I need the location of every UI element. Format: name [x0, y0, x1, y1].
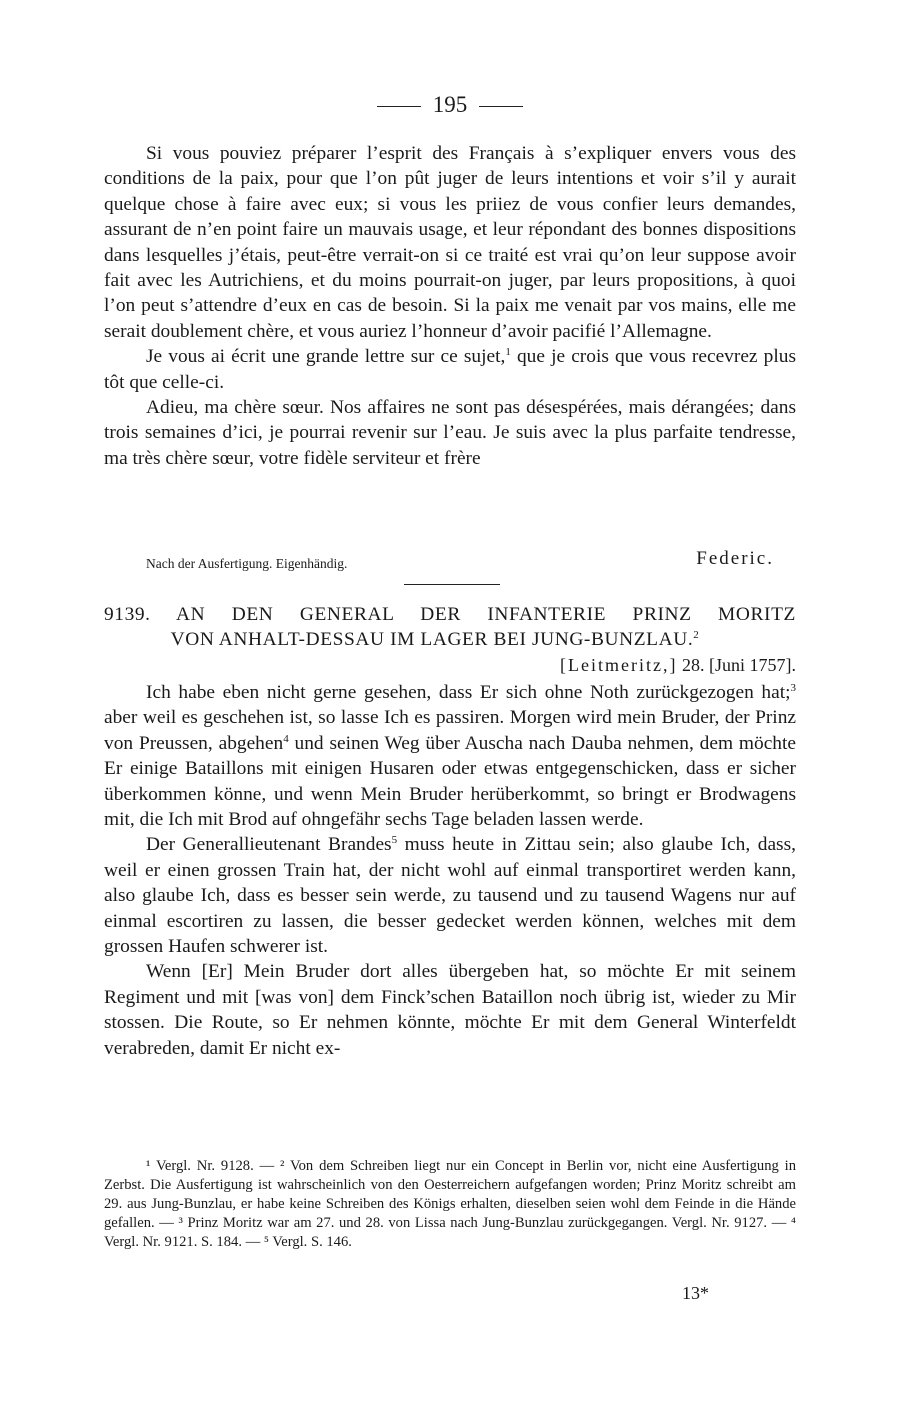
- letter-paragraph: Der Generallieutenant Brandes$^5$ muss heute in Zittau sein; also glaube Ich, dass, weil er einen grossen Train hat, der nicht wohl auf einmal transportiret werden kann, also glaube Ich, dass es besser sein werde, zu tausend und zu tausend Wagens nur auf einmal escortiren zu lassen, die besser gedecket werden können, welches mit dem grossen Haufen schwerer ist.: [104, 834, 796, 958]
- header-dash-right: [479, 106, 523, 107]
- letter-heading: [104, 602, 796, 652]
- header-dash-left: [377, 106, 421, 107]
- footnotes: [104, 1157, 796, 1252]
- dateline: [560, 655, 796, 676]
- footnote-ref: 3: [790, 682, 796, 694]
- letter-paragraph: Wenn [Er] Mein Bruder dort alles übergeben hat, so möchte Er mit seinem Regiment und mit [was von] dem Finck’schen Bataillon noch übrig ist, wieder zu Mir stossen. Die Route, so Er nehmen könnte, möchte Er mit dem General Winterfeldt verabreden, damit Er nicht ex-: [104, 961, 796, 1059]
- footnote-ref: 1: [505, 346, 511, 359]
- footnote-ref: 4: [283, 732, 289, 745]
- dateline-place: [Leitmeritz,]: [560, 655, 678, 675]
- letter-paragraph: Adieu, ma chère sœur. Nos affaires ne sont pas désespérées, mais dérangées; dans trois semaines d’ici, je pourrai revenir sur l’eau. Je suis avec la plus parfaite tendresse, ma très chère sœur, votre fidèle serviteur et frère: [104, 397, 796, 469]
- footnote-text: ¹ Vergl. Nr. 9128. — ² Von dem Schreiben liegt nur ein Concept in Berlin vor, nicht eine Ausfertigung in Zerbst. Die Ausfertigung ist wahrscheinlich von den Oesterreichern aufgefangen worden; Prinz Moritz schreibt am 29. aus Jung-Bunzlau, er habe keine Schreiben des Königs erhalten, dieselben seien wohl dem Feinde in die Hände gefallen. — ³ Prinz Moritz war am 27. und 28. von Lissa nach Jung-Bunzlau zurückgegangen. Vergl. Nr. 9127. — ⁴ Vergl. Nr. 9121. S. 184. — ⁵ Vergl. S. 146.: [104, 1158, 796, 1250]
- sheet-signature: 13*: [682, 1283, 709, 1303]
- letter-body: [104, 680, 796, 1061]
- addressee-line-1: AN DEN GENERAL DER INFANTERIE PRINZ MORITZ: [176, 604, 796, 625]
- letter-paragraph: Si vous pouviez préparer l’esprit des Français à s’expliquer envers vous des conditions de la paix, pour que l’on pût juger de leurs intentions et voir s’il y aurait quelque chose à faire avec eux; si vous les priiez de vous confier leurs demandes, assurant de n’en point faire un mauvais usage, et leur répondant des bonnes dispositions dans lesquelles j’étais, peut-être verrait-on si ce traité est vrai qu’on leur suppose avoir fait avec les Autrichiens, et du moins pourrait-on juger, par leurs propositions, à quoi l’on peut s’attendre d’eux en cas de besoin. Si la paix me venait par vos mains, elle me serait doublement chère, et vous auriez l’honneur d’avoir pacifié l’Allemagne.: [104, 143, 796, 342]
- letter-paragraph: Je vous ai écrit une grande lettre sur ce sujet,$^1$ que je crois que vous recevrez plus tôt que celle-ci.: [104, 346, 796, 393]
- page-header: [0, 92, 900, 118]
- letter-number: 9139.: [104, 604, 151, 625]
- page-number: 195: [432, 92, 468, 117]
- footnote-ref: 2: [693, 629, 700, 641]
- signature: Federic.: [696, 548, 774, 569]
- dateline-date: 28. [Juni 1757].: [682, 655, 796, 675]
- section-divider: [404, 584, 500, 585]
- footnote-ref: 5: [391, 834, 398, 847]
- addressee-line-2: VON ANHALT-DESSAU IM LAGER BEI JUNG-BUNZLAU.: [170, 629, 694, 650]
- letter-continuation: [104, 141, 796, 471]
- letter-paragraph: Ich habe eben nicht gerne gesehen, dass Er sich ohne Noth zurückgezogen hat;$^3$ aber weil es geschehen ist, so lasse Ich es passiren. Morgen wird mein Bruder, der Prinz von Preussen, abgehen$^4$ und seinen Weg über Auscha nach Dauba nehmen, dem möchte Er einige Bataillons mit einigen Husaren oder etwas entgegenschicken, dass er sicher überkommen könne, und wenn Mein Bruder herüberkommt, so bringt er Brodwagens mit, die Ich mit Brod auf ohngefähr sechs Tage beladen lassen werde.: [104, 682, 796, 831]
- source-note: Nach der Ausfertigung. Eigenhändig.: [146, 556, 348, 571]
